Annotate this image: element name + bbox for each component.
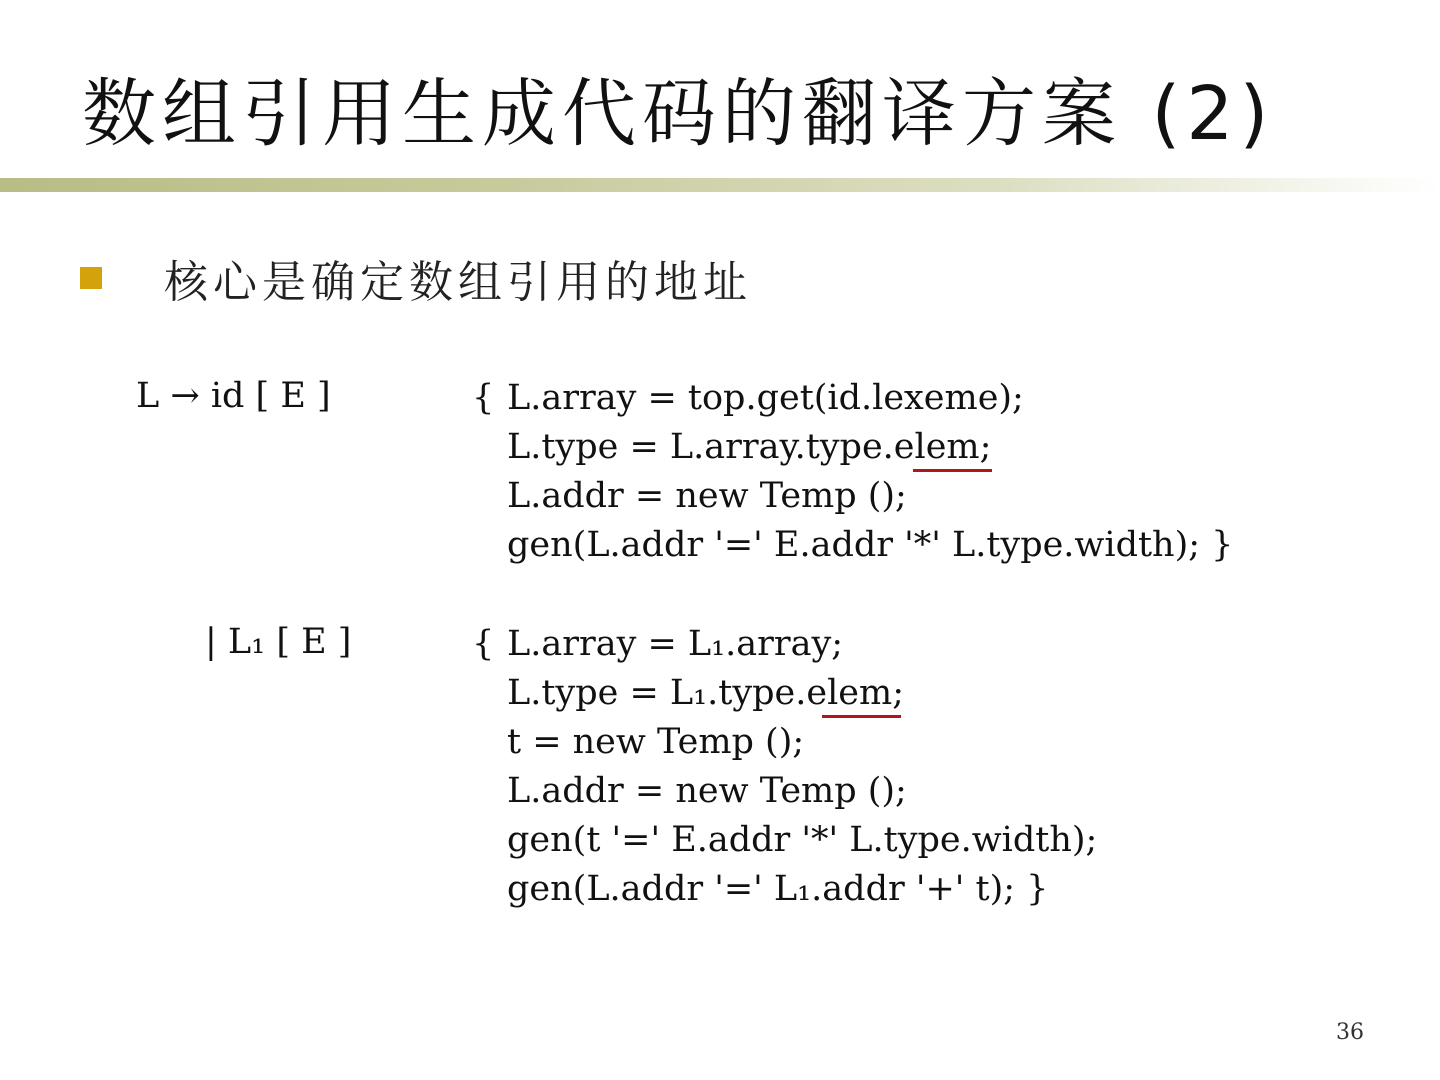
production-2-head: | L₁ [ E ] bbox=[205, 622, 352, 662]
production-1-action-1: L.array = top.get(id.lexeme); bbox=[507, 378, 1024, 418]
bullet-item bbox=[80, 246, 752, 310]
production-2-action-4: L.addr = new Temp (); bbox=[507, 771, 907, 811]
production-2-action-3: t = new Temp (); bbox=[507, 722, 805, 762]
bullet-text: 核心是确定数组引用的地址 bbox=[164, 257, 752, 308]
elem-highlight-underline-1 bbox=[913, 469, 992, 472]
elem-highlight-underline-2 bbox=[822, 715, 901, 718]
production-2-brace: { bbox=[472, 624, 495, 664]
production-1-action-2: L.type = L.array.type.elem; bbox=[507, 427, 992, 467]
production-2-action-6: gen(L.addr '=' L₁.addr '+' t); } bbox=[507, 869, 1049, 909]
slide-title: 数组引用生成代码的翻译方案 (2) bbox=[82, 71, 1275, 157]
production-2-action-5: gen(t '=' E.addr '*' L.type.width); bbox=[507, 820, 1098, 860]
page-number: 36 bbox=[1336, 1020, 1364, 1045]
title-divider bbox=[0, 178, 1440, 192]
production-2-action-2: L.type = L₁.type.elem; bbox=[507, 673, 904, 713]
production-1-brace: { bbox=[472, 378, 495, 418]
square-bullet-icon bbox=[80, 267, 102, 289]
production-1-head: L → id [ E ] bbox=[136, 376, 331, 416]
production-1-action-3: L.addr = new Temp (); bbox=[507, 476, 907, 516]
production-1-action-4: gen(L.addr '=' E.addr '*' L.type.width); } bbox=[507, 525, 1234, 565]
production-2-action-1: L.array = L₁.array; bbox=[507, 624, 844, 664]
